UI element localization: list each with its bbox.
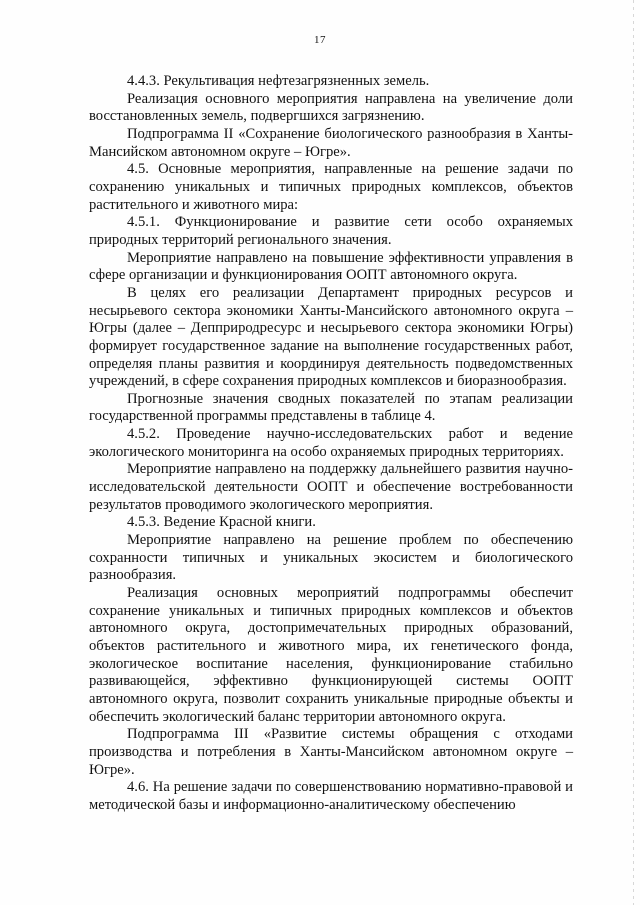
subprogram-3-heading: Подпрограмма III «Развитие системы обращения с отходами производства и потребления в Ханты-Мансийском автономном округе – Югре». [89,726,573,778]
paragraph-4-5-2-heading: 4.5.2. Проведение научно-исследовательских работ и ведение экологического мониторинга на особо охраняемых природных территориях. [89,426,573,460]
paragraph: Мероприятие направлено на повышение эффективности управления в сфере организации и функционирования ООПТ автономного округа. [89,249,573,284]
document-body [89,73,573,815]
paragraph: Мероприятие направлено на решение проблем по обеспечению сохранности типичных и уникальных экосистем и биологического разнообразия. [89,532,573,584]
page-number: 17 [314,34,326,46]
paragraph: Прогнозные значения сводных показателей по этапам реализации государственной программы представлены в таблице 4. [89,390,573,425]
paragraph: В целях его реализации Департамент природных ресурсов и несырьевого сектора экономики Ханты-Мансийского автономного округа – Югры (далее – Депприродресурс и несырьевого сектора экономики Югры) формирует государственное задание на выполнение государственных работ, определяя планы развития и координируя деятельность подведомственных учреждений, в сфере сохранения природных комплексов и биоразнообразия. [89,284,573,390]
paragraph-4-5-3-heading: 4.5.3. Ведение Красной книги. [127,514,316,531]
paragraph: Реализация основного мероприятия направлена на увеличение доли восстановленных земель, подвергшихся загрязнению. [89,90,573,125]
scan-edge-mark [633,0,634,905]
subprogram-2-heading: Подпрограмма II «Сохранение биологического разнообразия в Ханты-Мансийском автономном округе – Югре». [89,125,573,160]
paragraph-4-6: 4.6. На решение задачи по совершенствованию нормативно-правовой и методической базы и информационно-аналитическому обеспечению [89,779,573,813]
paragraph-4-5-heading: 4.5. Основные мероприятия, направленные на решение задачи по сохранению уникальных и типичных природных комплексов, объектов растительного и животного мира: [89,161,573,213]
paragraph: Реализация основных мероприятий подпрограммы обеспечит сохранение уникальных и типичных природных комплексов и объектов автономного округа, достопримечательных природных образований, объектов растительного и животного мира, их генетического фонда, экологическое воспитание населения, функционирование стабильно развивающейся, эффективно функционирующей системы ООПТ автономного округа, позволит сохранить уникальные природные объекты и обеспечить экологический баланс территории автономного округа. [89,585,573,725]
paragraph-4-5-1-heading: 4.5.1. Функционирование и развитие сети особо охраняемых природных территорий регионального значения. [89,214,573,248]
paragraph-4-4-3-heading: 4.4.3. Рекультивация нефтезагрязненных земель. [127,73,430,89]
paragraph: Мероприятие направлено на поддержку дальнейшего развития научно-исследовательской деятельности ООПТ и обеспечение востребованности результатов проводимого экологического мероприятия. [89,461,573,513]
